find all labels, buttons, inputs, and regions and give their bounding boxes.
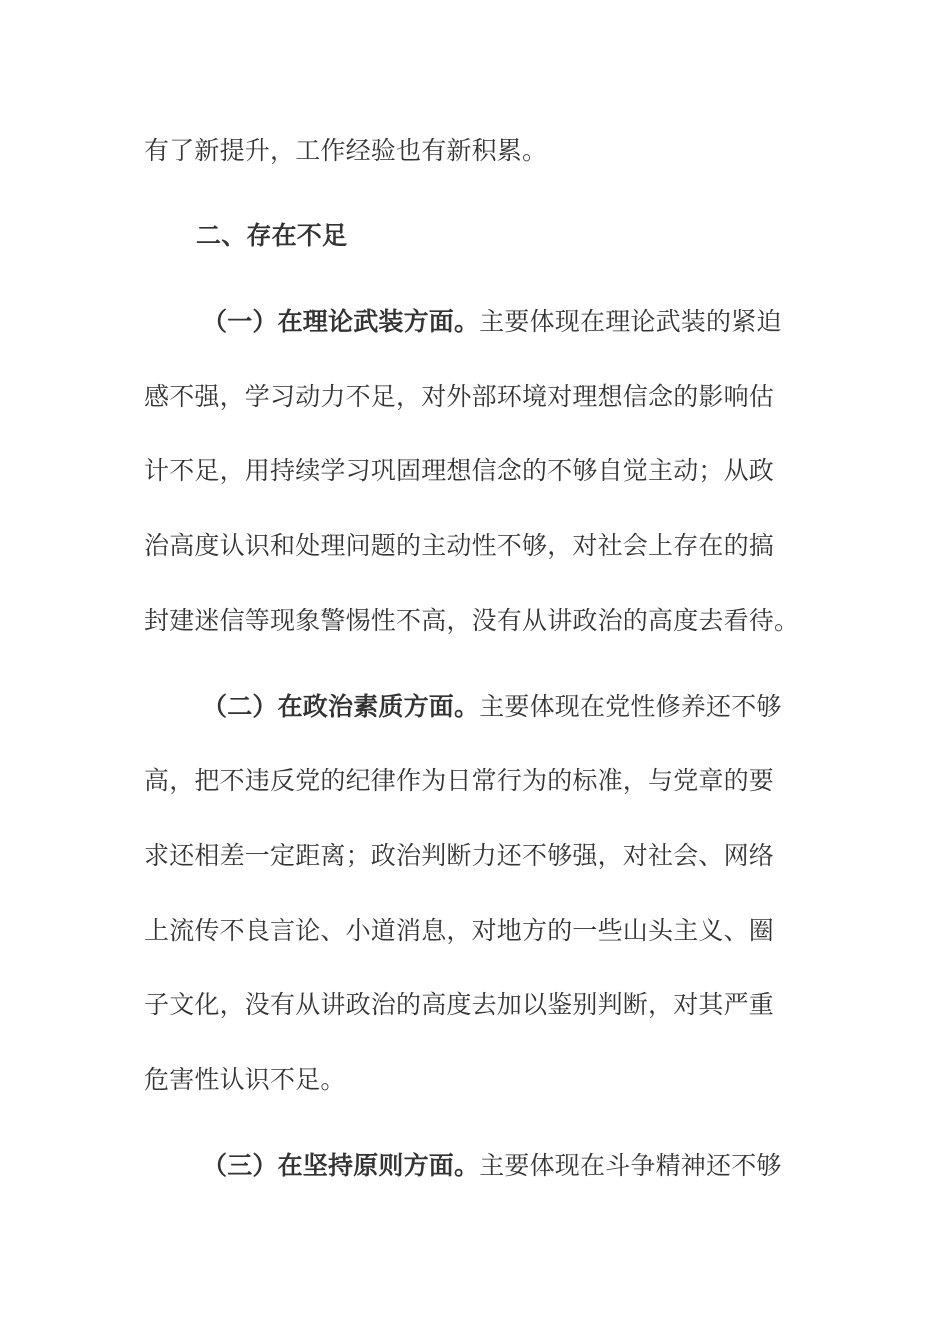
text-segment: 治高度认识和处理问题的主动性不够，对社会上存在的搞	[144, 531, 775, 560]
paragraph-line	[202, 1149, 862, 1183]
paragraph-line	[144, 604, 804, 638]
text-segment: 感不强，学习动力不足，对外部环境对理想信念的影响估	[144, 382, 775, 411]
paragraph-line	[144, 529, 804, 563]
paragraph-line	[144, 914, 804, 948]
subheading-text: （三）在坚持原则方面。	[202, 1151, 480, 1180]
text-segment: 危害性认识不足。	[144, 1065, 346, 1094]
paragraph-line	[144, 1063, 804, 1097]
paragraph-line	[202, 690, 862, 724]
section-heading	[196, 219, 856, 253]
paragraph-line	[144, 134, 804, 168]
text-segment: 主要体现在斗争精神还不够	[479, 1151, 782, 1180]
subheading-text: （二）在政治素质方面。	[202, 692, 480, 721]
text-segment: 上流传不良言论、小道消息，对地方的一些山头主义、圈	[144, 916, 775, 945]
text-segment: 封建迷信等现象警惕性不高，没有从讲政治的高度去看待。	[144, 606, 800, 635]
paragraph-line	[144, 988, 804, 1022]
text-segment: 子文化，没有从讲政治的高度去加以鉴别判断，对其严重	[144, 990, 775, 1019]
subheading-text: （一）在理论武装方面。	[202, 307, 480, 336]
paragraph-line	[144, 380, 804, 414]
heading-text: 二、存在不足	[196, 221, 348, 250]
text-segment: 主要体现在党性修养还不够	[479, 692, 782, 721]
text-segment: 求还相差一定距离；政治判断力还不够强，对社会、网络	[144, 841, 775, 870]
text-segment: 高，把不违反党的纪律作为日常行为的标准，与党章的要	[144, 766, 775, 795]
text-segment: 主要体现在理论武装的紧迫	[479, 307, 782, 336]
paragraph-line	[144, 764, 804, 798]
text-segment: 有了新提升，工作经验也有新积累。	[144, 136, 548, 165]
paragraph-line	[144, 839, 804, 873]
paragraph-line	[144, 454, 804, 488]
text-segment: 计不足，用持续学习巩固理想信念的不够自觉主动；从政	[144, 456, 775, 485]
paragraph-line	[202, 305, 862, 339]
